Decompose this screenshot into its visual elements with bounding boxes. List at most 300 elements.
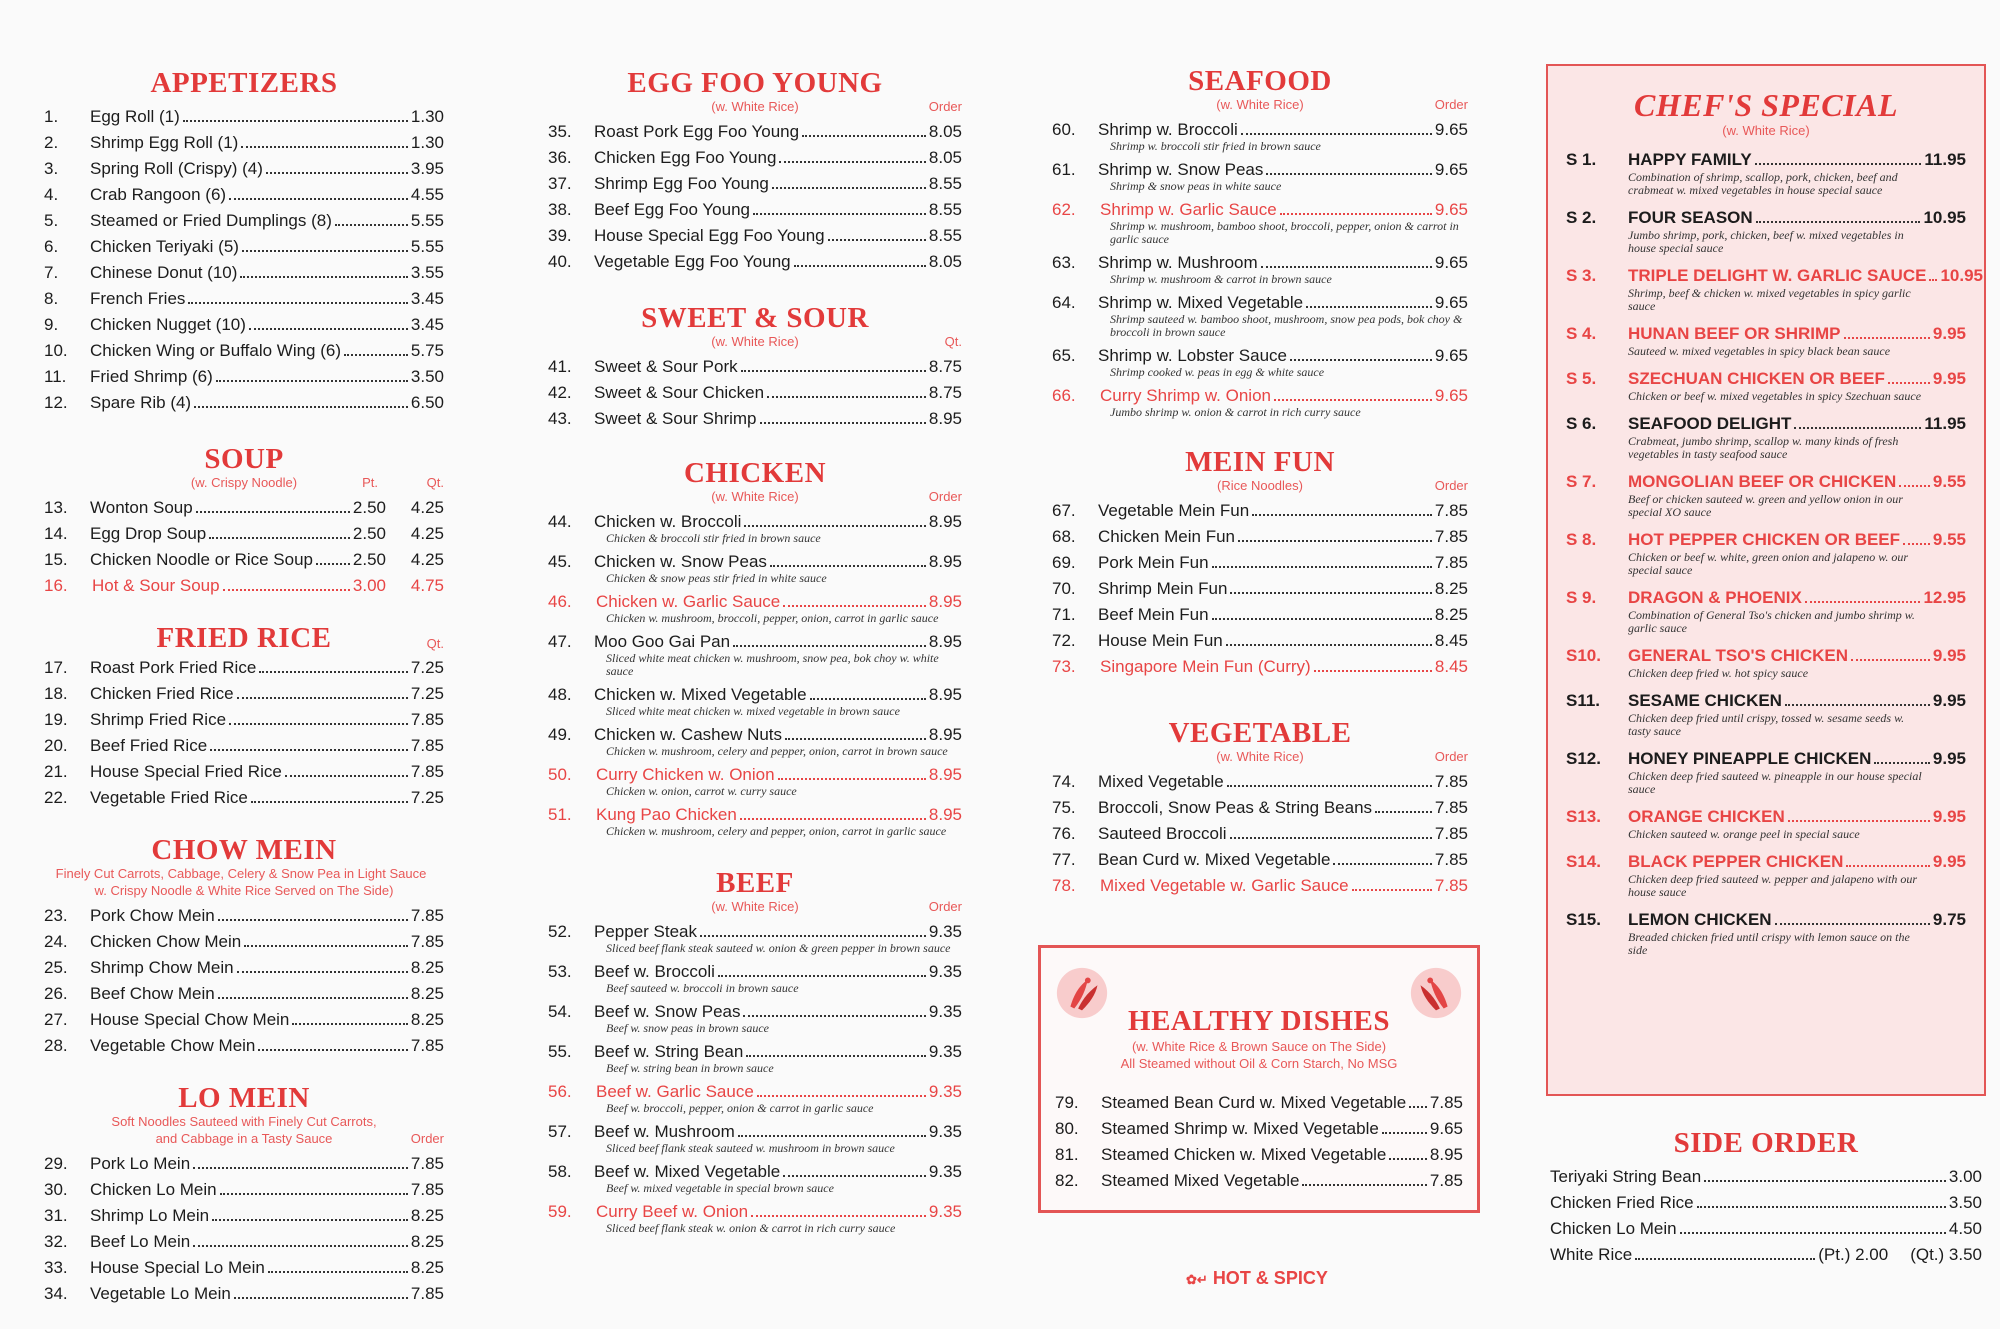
chef-item-name: TRIPLE DELIGHT W. GARLIC SAUCE: [1628, 266, 1927, 285]
menu-item: [548, 384, 962, 402]
item-name: Chicken Mein Fun: [1098, 527, 1236, 546]
menu-item: [1052, 773, 1468, 791]
item-price: 7.85: [410, 1180, 444, 1199]
item-number: 76.: [1052, 824, 1076, 843]
soup-pt-header: Pt.: [362, 475, 378, 490]
dot-leader: [802, 135, 926, 137]
item-name: Beef w. Mixed Vegetable: [594, 1162, 781, 1181]
menu-item-line: [44, 342, 444, 360]
item-description: Chicken & broccoli stir fried in brown sauce: [606, 531, 821, 545]
menu-item-line: [44, 933, 444, 951]
menu-item-line: [1052, 502, 1468, 520]
chef-item-price: 9.95: [1932, 807, 1966, 826]
dot-leader: [779, 161, 925, 163]
menu-item: [44, 368, 444, 386]
menu-item: [44, 499, 444, 517]
menu-item: [44, 1259, 444, 1277]
menu-item-line: [44, 685, 444, 703]
menu-item: [44, 134, 444, 152]
item-number: 53.: [548, 962, 572, 981]
menu-item: [44, 1207, 444, 1225]
menu-item-line: [44, 238, 444, 256]
item-price: 9.65: [1434, 346, 1468, 365]
menu-item-line: [44, 577, 444, 595]
dot-leader: [778, 778, 926, 780]
chef-item-price: 9.95: [1932, 852, 1966, 871]
menu-item: [44, 316, 444, 334]
menu-item-line: [548, 806, 962, 824]
dot-leader: [1280, 213, 1432, 215]
lo-mein-section: [44, 1083, 444, 1303]
seafood-list: [1052, 121, 1468, 419]
chef-item-line: [1566, 531, 1966, 549]
item-name: Spare Rib (4): [90, 393, 192, 412]
item-price: 9.35: [928, 1082, 962, 1101]
dot-leader: [785, 738, 926, 740]
chef-item-number: S15.: [1566, 910, 1601, 929]
menu-item: [44, 525, 444, 543]
chef-title: CHEF'S SPECIAL: [1634, 87, 1898, 123]
item-name: Vegetable Lo Mein: [90, 1284, 231, 1303]
item-price: 7.85: [410, 1154, 444, 1173]
item-description: Jumbo shrimp w. onion & carrot in rich curry sauce: [1110, 405, 1361, 419]
healthy-note-1: (w. White Rice & Brown Sauce on The Side): [1131, 1039, 1387, 1054]
item-number: 70.: [1052, 579, 1076, 598]
menu-item-line: [1055, 1146, 1463, 1164]
item-price: 9.65: [1429, 1119, 1463, 1138]
dot-leader: [285, 775, 408, 777]
menu-item-line: [1052, 580, 1468, 598]
chef-item-name: SEAFOOD DELIGHT: [1628, 414, 1792, 433]
menu-item-line: [1055, 1120, 1463, 1138]
item-price: 8.25: [410, 1010, 444, 1029]
menu-item: [44, 186, 444, 204]
menu-item-line: [548, 1123, 962, 1141]
item-description: Beef w. string bean in brown sauce: [606, 1061, 774, 1075]
item-number: 67.: [1052, 501, 1076, 520]
menu-item-line: [548, 410, 962, 428]
menu-item: [1052, 580, 1468, 598]
dot-leader: [1844, 337, 1930, 339]
item-number: 56.: [548, 1082, 572, 1101]
chef-item-description: Chicken deep fried until crispy, tossed w. sesame seeds w. tasty sauce: [1628, 711, 1905, 738]
dot-leader: [753, 213, 926, 215]
item-description: Chicken w. mushroom, celery and pepper, onion, carrot in garlic sauce: [606, 824, 947, 838]
item-number: 17.: [44, 658, 68, 677]
menu-item-line: [1052, 658, 1468, 676]
soup-subtitle: (w. Crispy Noodle): [190, 475, 298, 490]
menu-item-line: [44, 264, 444, 282]
item-price: 7.85: [1434, 824, 1468, 843]
menu-item: [548, 1083, 962, 1115]
item-price: 9.65: [1434, 160, 1468, 179]
side-order-item: [1550, 1168, 1982, 1186]
menu-item-line: [548, 923, 962, 941]
menu-item: [548, 593, 962, 625]
vegetable-section: [1052, 718, 1468, 895]
item-price: 8.45: [1434, 657, 1468, 676]
item-name: Pork Lo Mein: [90, 1154, 191, 1173]
chef-subtitle: (w. White Rice): [1722, 123, 1810, 138]
dot-leader: [229, 723, 408, 725]
item-name: Vegetable Mein Fun: [1098, 501, 1250, 520]
menu-item: [548, 175, 962, 193]
item-price: 7.85: [1429, 1171, 1463, 1190]
menu-item: [1052, 799, 1468, 817]
dot-leader: [700, 935, 926, 937]
menu-item: [1052, 528, 1468, 546]
item-price: 9.65: [1434, 386, 1468, 405]
item-price: 8.55: [928, 200, 962, 219]
chef-item-name: HOT PEPPER CHICKEN OR BEEF: [1628, 530, 1901, 549]
item-name: Shrimp w. Broccoli: [1098, 120, 1238, 139]
chow-mein-title: CHOW MEIN: [151, 834, 337, 866]
item-name: Shrimp w. Snow Peas: [1098, 160, 1264, 179]
menu-item-line: [44, 316, 444, 334]
item-number: 52.: [548, 922, 572, 941]
item-price: 9.35: [928, 1162, 962, 1181]
item-price: 8.95: [928, 765, 962, 784]
lo-mein-title: LO MEIN: [178, 1082, 310, 1114]
item-price: 8.25: [1434, 579, 1468, 598]
side-order-list: [1550, 1168, 1982, 1264]
item-description: Shrimp w. mushroom, bamboo shoot, broccoli, pepper, onion & carrot in garlic sauce: [1110, 219, 1459, 246]
item-price: 7.25: [410, 658, 444, 677]
side-item-price: (Pt.) 2.00: [1818, 1245, 1889, 1264]
fried-rice-list: [44, 659, 444, 807]
chef-item-price: 10.95: [1940, 266, 1983, 285]
dot-leader: [783, 1175, 926, 1177]
menu-item-line: [548, 726, 962, 744]
dot-leader: [193, 1167, 408, 1169]
menu-item-line: [1052, 528, 1468, 546]
lo-mein-subheader: [44, 1130, 444, 1147]
chefs-special-box: [1546, 64, 1986, 1096]
dot-leader: [196, 511, 350, 513]
dot-leader: [1212, 566, 1432, 568]
hot-spicy-legend: [1184, 1268, 1328, 1289]
dot-leader: [229, 198, 408, 200]
lo-mein-note-2: and Cabbage in a Tasty Sauce: [155, 1131, 333, 1146]
item-name: Steamed or Fried Dumplings (8): [90, 211, 332, 230]
item-name: Beef Fried Rice: [90, 736, 208, 755]
item-name: Beef w. String Bean: [594, 1042, 744, 1061]
item-description: Shrimp w. broccoli stir fried in brown sauce: [1110, 139, 1321, 153]
item-price: 7.85: [1434, 798, 1468, 817]
menu-item: [1052, 502, 1468, 520]
menu-item-line: [44, 1207, 444, 1225]
side-item-price: 4.50: [1948, 1219, 1982, 1238]
side-order-section: [1550, 1128, 1982, 1272]
chef-item-number: S 3.: [1566, 266, 1597, 285]
item-name: Chicken Egg Foo Young: [594, 148, 777, 167]
chef-item-description: Combination of General Tso's chicken and jumbo shrimp w. garlic sauce: [1628, 608, 1915, 635]
menu-item: [548, 766, 962, 798]
menu-item: [1052, 658, 1468, 676]
dot-leader: [241, 146, 408, 148]
egg-foo-young-subheader: [548, 98, 962, 115]
seafood-subtitle: (w. White Rice): [1216, 97, 1304, 112]
menu-item: [548, 253, 962, 271]
item-price-pt: 2.50: [352, 524, 386, 543]
side-order-title: SIDE ORDER: [1673, 1127, 1859, 1159]
item-price: 9.35: [928, 1042, 962, 1061]
item-number: 11.: [44, 367, 67, 386]
menu-item: [548, 1163, 962, 1195]
soup-qt-header: Qt.: [426, 475, 444, 490]
item-price: 8.25: [1434, 605, 1468, 624]
item-name: House Special Fried Rice: [90, 762, 282, 781]
chef-item-description: Chicken deep fried sauteed w. pepper and jalapeno with our house sauce: [1628, 872, 1918, 899]
beef-title: BEEF: [716, 867, 794, 899]
dot-leader: [751, 1215, 926, 1217]
dot-leader: [1929, 279, 1937, 281]
menu-item-line: [548, 1003, 962, 1021]
item-number: 27.: [44, 1010, 68, 1029]
chef-item-name: HUNAN BEEF OR SHRIMP: [1628, 324, 1841, 343]
item-number: 25.: [44, 958, 68, 977]
item-name: Chicken Nugget (10): [90, 315, 246, 334]
chef-item-line: [1566, 808, 1966, 826]
item-price: 9.65: [1434, 200, 1468, 219]
chef-special-item: [1566, 808, 1966, 841]
item-number: 23.: [44, 906, 68, 925]
item-number: 57.: [548, 1122, 572, 1141]
chef-special-item: [1566, 473, 1966, 519]
item-name: Vegetable Fried Rice: [90, 788, 248, 807]
item-number: 30.: [44, 1180, 68, 1199]
menu-item-line: [1052, 161, 1468, 179]
chef-item-price: 9.95: [1932, 749, 1966, 768]
item-number: 48.: [548, 685, 572, 704]
item-number: 29.: [44, 1154, 68, 1173]
menu-item: [44, 1233, 444, 1251]
menu-item: [1052, 606, 1468, 624]
dot-leader: [237, 697, 408, 699]
item-price: 8.25: [410, 1232, 444, 1251]
chef-special-item: [1566, 415, 1966, 461]
item-price: 8.25: [410, 1206, 444, 1225]
menu-item-line: [1052, 773, 1468, 791]
dot-leader: [1697, 1206, 1946, 1208]
menu-item: [548, 358, 962, 376]
side-order-item: [1550, 1246, 1982, 1264]
menu-item: [1052, 632, 1468, 650]
dot-leader: [1903, 543, 1930, 545]
dot-leader: [772, 187, 926, 189]
dot-leader: [1756, 221, 1921, 223]
side-item-name: Chicken Lo Mein: [1550, 1219, 1677, 1238]
mein-fun-order-header: Order: [1434, 478, 1468, 493]
menu-item-line: [44, 368, 444, 386]
dot-leader: [1382, 1132, 1427, 1134]
dot-leader: [218, 919, 408, 921]
healthy-title: HEALTHY DISHES: [1128, 1005, 1390, 1037]
chef-list: [1566, 150, 1983, 957]
dot-leader: [757, 1095, 926, 1097]
menu-item: [548, 923, 962, 955]
beef-subheader: [548, 898, 962, 915]
item-name: Beef Chow Mein: [90, 984, 215, 1003]
menu-item: [44, 342, 444, 360]
chili-icon: ✿↵: [1186, 1272, 1208, 1287]
dot-leader: [810, 698, 926, 700]
item-name: Beef w. Garlic Sauce: [596, 1082, 754, 1101]
dot-leader: [220, 1193, 408, 1195]
side-order-item: [1550, 1220, 1982, 1238]
item-description: Beef w. snow peas in brown sauce: [606, 1021, 769, 1035]
menu-item-line: [548, 253, 962, 271]
chef-item-line: [1566, 370, 1966, 388]
menu-item: [1052, 294, 1468, 339]
item-price: 8.25: [410, 1258, 444, 1277]
menu-item: [44, 959, 444, 977]
menu-item-line: [548, 149, 962, 167]
item-number: 43.: [548, 409, 572, 428]
sweet-sour-qt-header: Qt.: [944, 334, 962, 349]
item-name: Curry Shrimp w. Onion: [1100, 386, 1271, 405]
menu-item: [548, 686, 962, 718]
menu-item-line: [1052, 632, 1468, 650]
item-number: 81.: [1055, 1145, 1079, 1164]
item-number: 3.: [44, 159, 59, 178]
menu-item: [548, 123, 962, 141]
item-name: Broccoli, Snow Peas & String Beans: [1098, 798, 1373, 817]
menu-item: [44, 264, 444, 282]
menu-item: [548, 633, 962, 678]
item-price: 8.05: [928, 252, 962, 271]
dot-leader: [344, 354, 408, 356]
item-number: 78.: [1052, 876, 1076, 895]
mein-fun-subheader: [1052, 477, 1468, 494]
item-number: 24.: [44, 932, 68, 951]
chef-item-name: DRAGON & PHOENIX: [1628, 588, 1802, 607]
menu-item-line: [1052, 387, 1468, 405]
lo-mein-note-1: Soft Noodles Sauteed with Finely Cut Carrots,: [111, 1114, 377, 1129]
item-price: 9.65: [1434, 253, 1468, 272]
item-price: 9.35: [928, 1002, 962, 1021]
item-name: Shrimp Egg Roll (1): [90, 133, 239, 152]
item-price: 8.95: [928, 592, 962, 611]
chow-mein-list: [44, 907, 444, 1055]
menu-item: [1052, 851, 1468, 869]
item-name: Shrimp w. Mixed Vegetable: [1098, 293, 1304, 312]
side-order-item: [1550, 1194, 1982, 1212]
chef-item-name: MONGOLIAN BEEF OR CHICKEN: [1628, 472, 1897, 491]
item-number: 20.: [44, 736, 68, 755]
dot-leader: [1409, 1106, 1427, 1108]
chef-item-line: [1566, 473, 1966, 491]
menu-item-line: [44, 907, 444, 925]
item-price: 8.25: [410, 958, 444, 977]
dot-leader: [1389, 1158, 1427, 1160]
menu-item: [44, 659, 444, 677]
menu-item-line: [1052, 825, 1468, 843]
item-number: 64.: [1052, 293, 1076, 312]
menu-item: [1052, 254, 1468, 286]
menu-item-line: [548, 123, 962, 141]
menu-item: [44, 933, 444, 951]
menu-item-line: [548, 513, 962, 531]
chef-item-description: Breaded chicken fried until crispy with lemon sauce on the side: [1628, 930, 1910, 957]
item-price: 7.85: [410, 1284, 444, 1303]
dot-leader: [1230, 592, 1431, 594]
dot-leader: [783, 605, 926, 607]
item-number: 9.: [44, 315, 59, 334]
item-price: 7.85: [1434, 527, 1468, 546]
item-price: 8.55: [928, 174, 962, 193]
side-order-line: [1550, 1194, 1982, 1212]
item-number: 38.: [548, 200, 572, 219]
item-price-qt: 4.75: [410, 576, 444, 595]
chef-item-description: Chicken deep fried sauteed w. pineapple in our house special sauce: [1628, 769, 1922, 796]
item-price: 7.85: [410, 736, 444, 755]
menu-column-1: [44, 68, 444, 1329]
chef-item-price: 10.95: [1923, 208, 1966, 227]
menu-item-line: [548, 384, 962, 402]
menu-item: [44, 737, 444, 755]
item-number: 39.: [548, 226, 572, 245]
item-price: 3.45: [410, 315, 444, 334]
dot-leader: [244, 945, 408, 947]
item-number: 60.: [1052, 120, 1076, 139]
chef-item-name: BLACK PEPPER CHICKEN: [1628, 852, 1844, 871]
chef-special-item: [1566, 531, 1966, 577]
menu-item: [44, 1181, 444, 1199]
healthy-notes: [1041, 1038, 1477, 1072]
mein-fun-section: [1052, 447, 1468, 676]
item-number: 7.: [44, 263, 59, 282]
item-number: 55.: [548, 1042, 572, 1061]
item-name: House Special Egg Foo Young: [594, 226, 825, 245]
item-name: House Special Chow Mein: [90, 1010, 290, 1029]
side-item-name: White Rice: [1550, 1245, 1633, 1264]
item-price: 7.85: [1434, 501, 1468, 520]
dot-leader: [1238, 540, 1432, 542]
chicken-list: [548, 513, 962, 838]
vegetable-title: VEGETABLE: [1168, 717, 1352, 749]
menu-item: [44, 290, 444, 308]
item-price: 7.85: [410, 762, 444, 781]
dot-leader: [210, 749, 408, 751]
item-number: 14.: [44, 524, 68, 543]
dot-leader: [1352, 889, 1432, 891]
item-price: 8.25: [410, 984, 444, 1003]
menu-item: [1055, 1146, 1463, 1164]
menu-item: [44, 1037, 444, 1055]
dot-leader: [738, 1135, 926, 1137]
item-price: 8.95: [1429, 1145, 1463, 1164]
egg-foo-young-subtitle: (w. White Rice): [711, 99, 799, 114]
chef-special-item: [1566, 151, 1966, 197]
dot-leader: [746, 1055, 926, 1057]
vegetable-subtitle: (w. White Rice): [1216, 749, 1304, 764]
item-price: 8.95: [928, 409, 962, 428]
dot-leader: [1680, 1232, 1946, 1234]
item-name: Chinese Donut (10): [90, 263, 238, 282]
chow-mein-note-2: w. Crispy Noodle & White Rice Served on The Side): [94, 883, 394, 898]
item-number: 59.: [548, 1202, 572, 1221]
item-price-pt: 3.00: [352, 576, 386, 595]
seafood-section: [1052, 66, 1468, 419]
item-number: 19.: [44, 710, 68, 729]
chef-item-number: S11.: [1566, 691, 1601, 710]
chef-item-line: [1566, 151, 1966, 169]
soup-title: SOUP: [204, 443, 284, 475]
item-name: Beef Lo Mein: [90, 1232, 191, 1251]
item-number: 8.: [44, 289, 59, 308]
chef-item-description: Chicken or beef w. mixed vegetables in spicy Szechuan sauce: [1628, 389, 1922, 403]
